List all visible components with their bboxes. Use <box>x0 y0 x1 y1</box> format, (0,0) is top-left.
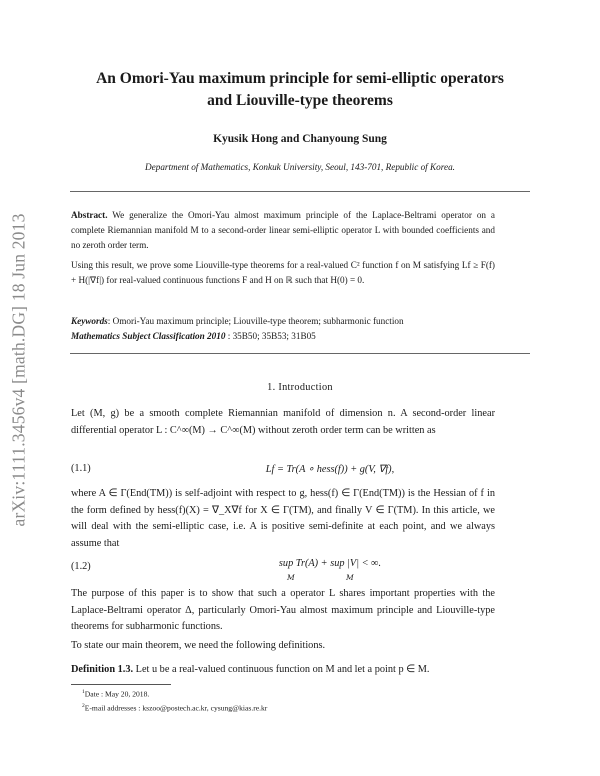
abstract-paragraph-1 <box>71 208 495 253</box>
arxiv-identifier: arXiv:1111.3456v4 [math.DG] 18 Jun 2013 <box>8 213 29 527</box>
equation-2-subscript-2: M <box>346 573 354 582</box>
intro-paragraph-3: The purpose of this paper is to show that such a operator L shares important properties with the Laplace-Beltrami operator Δ, particularly Omori-Yau almost maximum principle and Liouville-type theorems for subharmonic functions. <box>71 588 495 632</box>
keywords-text: : Omori-Yau maximum principle; Liouville-type theorem; subharmonic function <box>107 316 404 326</box>
equation-2-text: sup Tr(A) + sup |V| < ∞. <box>278 558 382 569</box>
abstract-paragraph-2: Using this result, we prove some Liouville-type theorems for a real-valued C² function f on M satisfying Lf ≥ F(f) + H(|∇f|) for real-valued continuous functions F and H on ℝ such that H(0) = 0. <box>71 260 495 285</box>
equation-1: Lf = Tr(A ∘ hess(f)) + g(V, ∇f), <box>265 464 395 475</box>
footnote-divider <box>71 684 171 685</box>
equation-2-number: (1.2) <box>71 561 91 572</box>
intro-paragraph-4: To state our main theorem, we need the following definitions. <box>71 640 326 651</box>
equation-1-number: (1.1) <box>71 463 91 474</box>
arxiv-sidebar <box>2 180 36 560</box>
footnote-1-mark: 1 <box>82 689 85 695</box>
footnote-2 <box>82 703 267 713</box>
footnote-2-text: E-mail addresses : kszoo@postech.ac.kr, cysung@kias.re.kr <box>84 703 268 713</box>
msc-line <box>71 329 495 344</box>
intro-paragraph-1: Let (M, g) be a smooth complete Riemannian manifold of dimension n. A second-order linear differential operator L : C^∞(M) → C^∞(M) without zeroth order term can be written as <box>71 408 495 436</box>
equation-2-subscript-1: M <box>287 573 295 582</box>
equation-2 <box>200 558 460 569</box>
definition-text: Let u be a real-valued continuous function on M and let a point p ∈ M. <box>135 664 430 675</box>
title-line-2: and Liouville-type theorems <box>207 92 393 109</box>
footnote-1-text: Date : May 20, 2018. <box>84 689 150 699</box>
top-divider <box>70 191 530 192</box>
intro-paragraph-2: where A ∈ Γ(End(TM)) is self-adjoint with respect to g, hess(f) ∈ Γ(End(TM)) is the Hessian of f in the form defined by hess(f)(X) = ∇_X∇f for X ∈ Γ(TM), and finally V ∈ Γ(TM). In this article, we will deal with the semi-elliptic case, i.e. A is positive semi-definite at each point, and we always assume that <box>71 488 495 549</box>
abstract-text-1: We generalize the Omori-Yau almost maximum principle of the Laplace-Beltrami operator on a complete Riemannian manifold M to a second-order linear semi-elliptic operator L with bounded coefficients and no zeroth order term. <box>71 210 495 250</box>
footnote-1 <box>82 689 149 699</box>
definition-1-3 <box>71 662 495 679</box>
paper-title <box>60 68 540 112</box>
abstract-label: Abstract. <box>71 210 108 220</box>
footnote-2-mark: 2 <box>82 703 85 709</box>
keywords-line <box>71 314 495 329</box>
msc-label: Mathematics Subject Classification 2010 <box>71 331 226 341</box>
affiliation: Department of Mathematics, Konkuk University, Seoul, 143-701, Republic of Korea. <box>145 162 455 172</box>
bottom-divider <box>70 353 530 354</box>
section-heading: 1. Introduction <box>267 382 333 393</box>
keywords-label: Keywords <box>71 316 108 326</box>
authors: Kyusik Hong and Chanyoung Sung <box>213 133 387 145</box>
definition-label: Definition 1.3. <box>71 664 134 675</box>
title-line-1: An Omori-Yau maximum principle for semi-elliptic operators <box>96 70 504 87</box>
msc-text: : 35B50; 35B53; 31B05 <box>225 331 316 341</box>
